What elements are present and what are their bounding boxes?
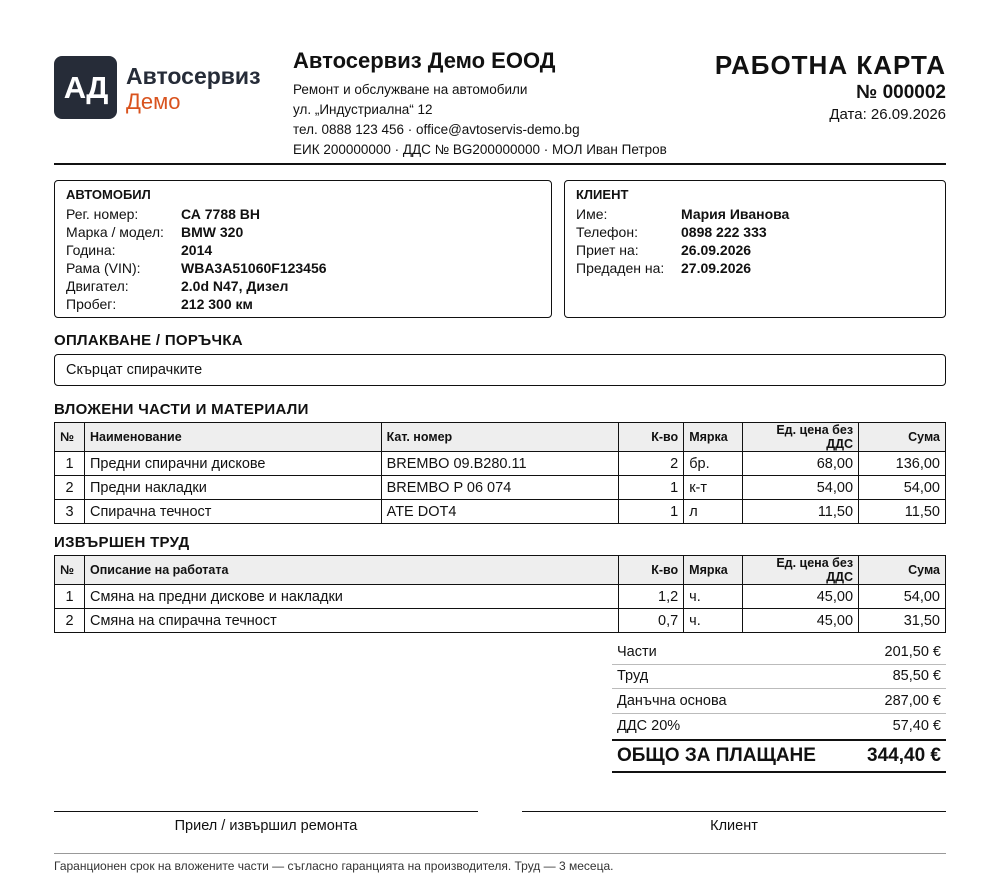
company-contacts: тел. 0888 123 456 · office@avtoservis-demo.bg — [293, 122, 580, 137]
cell-no: 2 — [55, 476, 85, 500]
table-row — [55, 585, 946, 609]
total-label: Части — [617, 643, 657, 660]
logo-initials: АД — [63, 69, 108, 105]
document-title: РАБОТНА КАРТА — [714, 50, 946, 80]
cell-qty: 1 — [619, 476, 684, 500]
cell-no: 3 — [55, 500, 85, 524]
cell-no: 1 — [55, 452, 85, 476]
table-row — [55, 476, 946, 500]
complaint-section-title: ОПЛАКВАНЕ / ПОРЪЧКА — [54, 332, 243, 349]
company-registry: ЕИК 200000000 · ДДС № BG200000000 · МОЛ Иван Петров — [293, 142, 667, 157]
cell-qty: 0,7 — [619, 609, 684, 633]
cell-price: 45,00 — [743, 609, 859, 633]
complaint-text: Скърцат спирачките — [54, 354, 946, 386]
cell-price: 68,00 — [743, 452, 859, 476]
col-qty: К-во — [619, 556, 684, 585]
field-label: Пробег: — [66, 296, 117, 312]
document-date: Дата: 26.09.2026 — [829, 106, 946, 123]
document-number: № 000002 — [856, 82, 946, 103]
cell-sum: 54,00 — [859, 476, 946, 500]
total-label: ДДС 20% — [617, 717, 681, 734]
client-field-delivered — [576, 259, 934, 277]
client-field-name — [576, 205, 934, 223]
table-row — [55, 452, 946, 476]
field-label: Рама (VIN): — [66, 260, 141, 276]
field-label: Телефон: — [576, 224, 638, 240]
company-logo — [54, 56, 117, 119]
cell-name: Предни накладки — [84, 476, 381, 500]
total-labor — [612, 665, 946, 690]
cell-sum: 11,50 — [859, 500, 946, 524]
total-parts — [612, 640, 946, 665]
total-value: 57,40 € — [892, 717, 941, 734]
table-row — [55, 500, 946, 524]
col-unit: Мярка — [684, 423, 743, 452]
parts-section-title: ВЛОЖЕНИ ЧАСТИ И МАТЕРИАЛИ — [54, 401, 309, 418]
company-tagline: Ремонт и обслужване на автомобили — [293, 82, 528, 97]
document-header — [715, 50, 946, 123]
logo-wordmark — [126, 63, 261, 115]
field-value: 212 300 км — [181, 296, 253, 312]
field-value: BMW 320 — [181, 224, 244, 240]
col-no: № — [55, 423, 85, 452]
field-value: 2.0d N47, Дизел — [181, 278, 289, 294]
col-no: № — [55, 556, 85, 585]
col-name: Наименование — [84, 423, 381, 452]
field-label: Име: — [576, 206, 608, 222]
field-value: 2014 — [181, 242, 213, 258]
cell-qty: 1,2 — [619, 585, 684, 609]
logo-line-2: Демо — [126, 89, 181, 114]
car-field-reg — [66, 205, 540, 223]
company-name: Автосервиз Демо ЕООД — [293, 48, 556, 73]
cell-qty: 2 — [619, 452, 684, 476]
col-sum: Сума — [859, 556, 946, 585]
cell-unit: ч. — [684, 609, 743, 633]
cell-sum: 31,50 — [859, 609, 946, 633]
signature-label-left: Приел / извършил ремонта — [174, 818, 358, 834]
cell-unit: бр. — [684, 452, 743, 476]
cell-price: 45,00 — [743, 585, 859, 609]
col-unit: Мярка — [684, 556, 743, 585]
car-info-box — [54, 180, 552, 318]
cell-no: 1 — [55, 585, 85, 609]
warranty-note: Гаранционен срок на вложените части — съгласно гаранцията на производителя. Труд — 3 месеца. — [54, 859, 614, 873]
col-sum: Сума — [859, 423, 946, 452]
total-tax-base — [612, 689, 946, 714]
cell-unit: к-т — [684, 476, 743, 500]
parts-table — [54, 422, 946, 524]
col-desc: Описание на работата — [84, 556, 618, 585]
total-label: Труд — [617, 668, 649, 685]
field-value: 0898 222 333 — [681, 224, 767, 240]
grand-total-label: ОБЩО ЗА ПЛАЩАНЕ — [617, 745, 816, 766]
cell-no: 2 — [55, 609, 85, 633]
field-value: WBA3A51060F123456 — [181, 260, 327, 276]
cell-desc: Смяна на предни дискове и накладки — [84, 585, 618, 609]
total-label: Данъчна основа — [617, 692, 727, 709]
total-value: 287,00 € — [884, 692, 941, 709]
field-value: СА 7788 ВН — [181, 206, 261, 222]
client-info-box — [564, 180, 946, 318]
car-field-mileage — [66, 295, 540, 313]
signature-label-right: Клиент — [710, 818, 758, 834]
col-cat: Кат. номер — [381, 423, 619, 452]
field-label: Двигател: — [66, 278, 129, 294]
col-price: Ед. цена без ДДС — [743, 423, 859, 452]
car-box-title: АВТОМОБИЛ — [66, 187, 151, 202]
field-label: Марка / модел: — [66, 224, 164, 240]
field-label: Предаден на: — [576, 260, 665, 276]
total-value: 201,50 € — [884, 643, 941, 660]
labor-header-row — [55, 556, 946, 585]
footer-divider — [54, 853, 946, 854]
cell-price: 11,50 — [743, 500, 859, 524]
client-field-received — [576, 241, 934, 259]
work-order-document — [54, 0, 946, 874]
client-field-phone — [576, 223, 934, 241]
cell-qty: 1 — [619, 500, 684, 524]
cell-sum: 136,00 — [859, 452, 946, 476]
cell-name: Спирачна течност — [84, 500, 381, 524]
cell-price: 54,00 — [743, 476, 859, 500]
grand-total — [612, 739, 946, 773]
field-label: Рег. номер: — [66, 206, 139, 222]
car-field-vin — [66, 259, 540, 277]
labor-table — [54, 555, 946, 633]
table-row — [55, 609, 946, 633]
col-price: Ед. цена без ДДС — [743, 556, 859, 585]
cell-name: Предни спирачни дискове — [84, 452, 381, 476]
signature-line-right — [522, 811, 946, 812]
total-vat — [612, 714, 946, 739]
total-value: 85,50 € — [892, 668, 941, 685]
field-label: Приет на: — [576, 242, 639, 258]
cell-unit: л — [684, 500, 743, 524]
field-label: Година: — [66, 242, 116, 258]
labor-section-title: ИЗВЪРШЕН ТРУД — [54, 534, 190, 551]
grand-total-value: 344,40 € — [867, 745, 941, 766]
logo-line-1: Автосервиз — [126, 63, 261, 89]
company-info — [293, 48, 667, 160]
field-value: 27.09.2026 — [681, 260, 752, 276]
cell-cat: BREMBO P 06 074 — [381, 476, 619, 500]
cell-desc: Смяна на спирачна течност — [84, 609, 618, 633]
header-divider — [54, 163, 946, 165]
cell-cat: BREMBO 09.B280.11 — [381, 452, 619, 476]
cell-sum: 54,00 — [859, 585, 946, 609]
signature-line-left — [54, 811, 478, 812]
client-box-title: КЛИЕНТ — [576, 187, 629, 202]
col-qty: К-во — [619, 423, 684, 452]
company-address: ул. „Индустриална“ 12 — [293, 102, 433, 117]
car-field-model — [66, 223, 540, 241]
parts-header-row — [55, 423, 946, 452]
cell-unit: ч. — [684, 585, 743, 609]
field-value: 26.09.2026 — [681, 242, 752, 258]
totals-block — [612, 640, 946, 773]
field-value: Мария Иванова — [681, 206, 790, 222]
car-field-year — [66, 241, 540, 259]
cell-cat: ATE DOT4 — [381, 500, 619, 524]
car-field-engine — [66, 277, 540, 295]
